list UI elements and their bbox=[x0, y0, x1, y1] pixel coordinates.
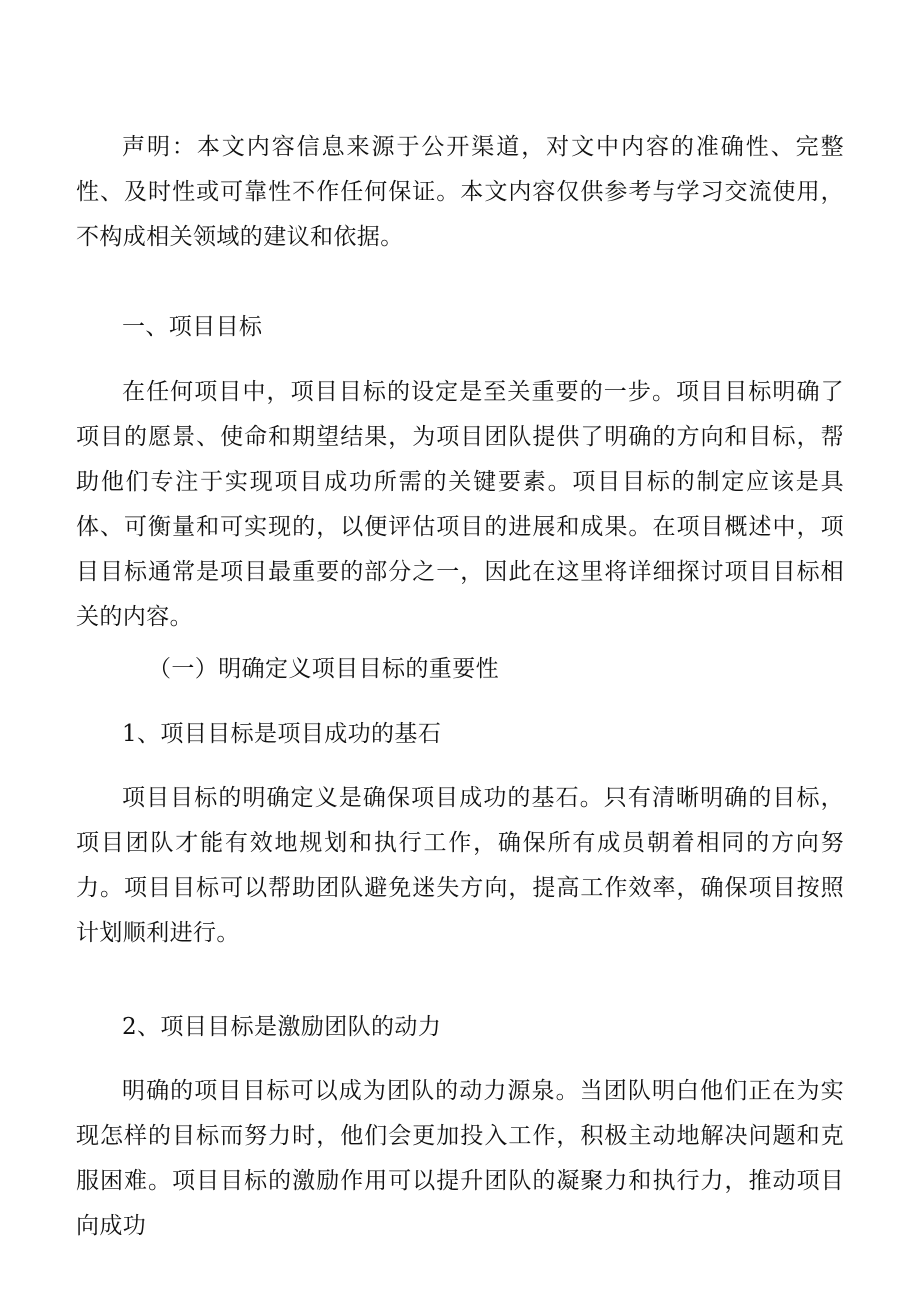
item-1-paragraph: 项目目标的明确定义是确保项目成功的基石。只有清晰明确的目标，项目团队才能有效地规划和执行工作，确保所有成员朝着相同的方向努力。项目目标可以帮助团队避免迷失方向，提高工作效率，确保项目按照计划顺利进行。 bbox=[76, 785, 844, 946]
item-1-heading: 1、项目目标是项目成功的基石 bbox=[122, 721, 442, 747]
item-2-paragraph: 明确的项目目标可以成为团队的动力源泉。当团队明白他们正在为实现怎样的目标而努力时，他们会更加投入工作，积极主动地解决问题和克服困难。项目目标的激励作用可以提升团队的凝聚力和执行力，推动项目向成功 bbox=[76, 1078, 844, 1239]
section-heading: 一、项目目标 bbox=[122, 314, 263, 340]
subsection-heading: （一）明确定义项目目标的重要性 bbox=[148, 656, 499, 682]
disclaimer-paragraph: 声明：本文内容信息来源于公开渠道，对文中内容的准确性、完整性、及时性或可靠性不作任何保证。本文内容仅供参考与学习交流使用，不构成相关领域的建议和依据。 bbox=[76, 134, 844, 250]
intro-paragraph: 在任何项目中，项目目标的设定是至关重要的一步。项目目标明确了项目的愿景、使命和期望结果，为项目团队提供了明确的方向和目标，帮助他们专注于实现项目成功所需的关键要素。项目目标的制定应该是具体、可衡量和可实现的，以便评估项目的进展和成果。在项目概述中，项目目标通常是项目最重要的部分之一，因此在这里将详细探讨项目目标相关的内容。 bbox=[76, 379, 844, 630]
item-2-heading: 2、项目目标是激励团队的动力 bbox=[122, 1014, 442, 1040]
